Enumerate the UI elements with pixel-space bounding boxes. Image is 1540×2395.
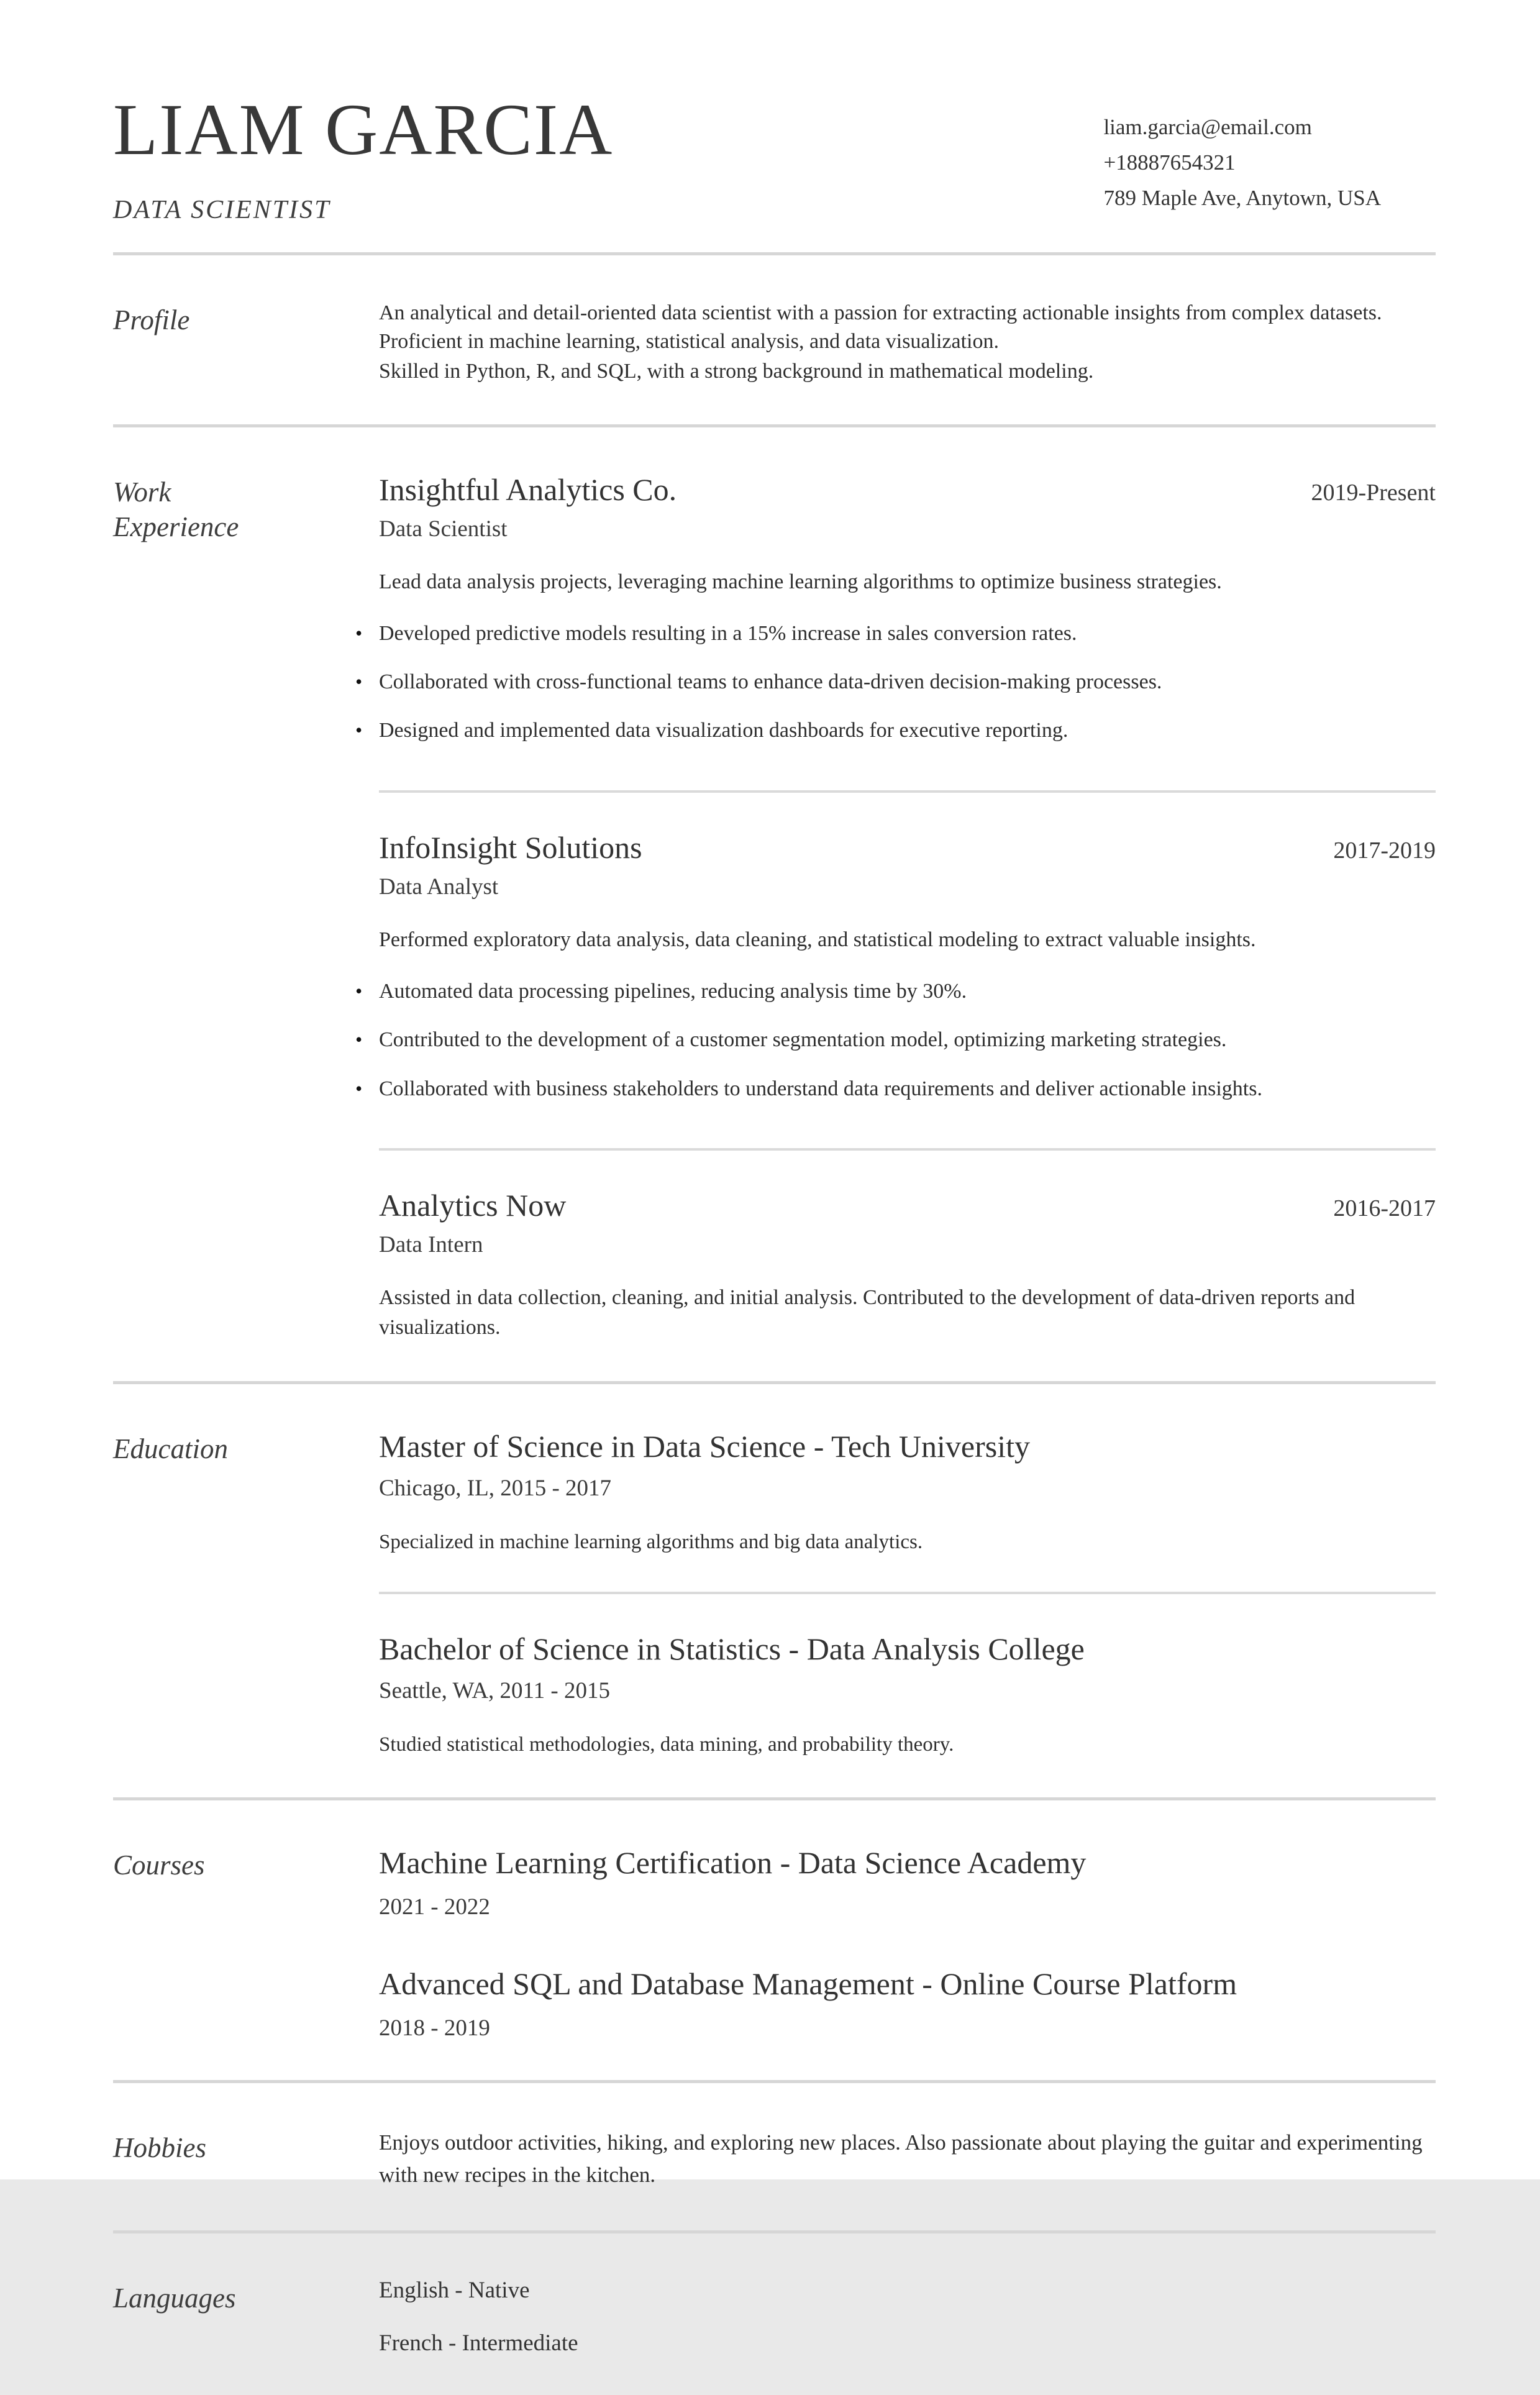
entry-summary: Lead data analysis projects, leveraging machine learning algorithms to optimize business strategies.	[379, 570, 1222, 593]
section-courses	[113, 1800, 1436, 2080]
work-entry	[355, 471, 1436, 755]
profile-text-line1: An analytical and detail-oriented data scientist with a passion for extracting actionable insights from complex datasets. Proficient in machine learning, statistical analysis, and data visualization.	[379, 301, 1382, 353]
bullet-text: Collaborated with business stakeholders to understand data requirements and deliver actionable insights.	[379, 1077, 1262, 1100]
header	[113, 89, 1436, 225]
bullet-dot-icon: •	[355, 621, 363, 644]
company-name: Analytics Now	[379, 1187, 567, 1223]
work-entry	[379, 1187, 1436, 1343]
section-languages	[113, 2233, 1436, 2395]
entry-summary: Performed exploratory data analysis, data cleaning, and statistical modeling to extract valuable insights.	[379, 928, 1256, 951]
bullet-text: Developed predictive models resulting in a 15% increase in sales conversion rates.	[379, 621, 1077, 645]
person-name: LIAM GARCIA	[113, 89, 614, 170]
degree-title: Bachelor of Science in Statistics - Data Analysis College	[379, 1631, 1085, 1666]
bullet-item	[355, 658, 1436, 706]
course-title: Advanced SQL and Database Management - Online Course Platform	[379, 1966, 1237, 2001]
company-name: InfoInsight Solutions	[379, 829, 642, 865]
work-entry	[355, 829, 1436, 1113]
hobbies-content	[379, 2127, 1436, 2192]
bullet-list	[355, 967, 1436, 1113]
section-label-education	[113, 1428, 379, 1466]
entry-divider	[379, 1592, 1436, 1594]
bullet-text: Automated data processing pipelines, reducing analysis time by 30%.	[379, 980, 967, 1003]
bullet-dot-icon: •	[355, 1028, 363, 1051]
entry-divider	[379, 790, 1436, 793]
contact-address: 789 Maple Ave, Anytown, USA	[1103, 186, 1381, 211]
language-item: English - Native	[379, 2277, 530, 2303]
bullet-item	[355, 706, 1436, 755]
section-label-text: Work Experience	[113, 476, 239, 542]
profile-text-line2: Skilled in Python, R, and SQL, with a strong background in mathematical modeling.	[379, 359, 1094, 383]
section-label-profile	[113, 299, 379, 337]
education-meta: Chicago, IL, 2015 - 2017	[379, 1476, 612, 1502]
contact-phone: +18887654321	[1103, 150, 1236, 175]
course-title: Machine Learning Certification - Data Science Academy	[379, 1845, 1087, 1880]
course-entry	[379, 1844, 1436, 1920]
section-label-text: Courses	[113, 1849, 205, 1881]
header-identity	[113, 89, 614, 225]
work-entry-head	[379, 1187, 1436, 1224]
role-title: Data Scientist	[379, 516, 508, 542]
section-education	[113, 1384, 1436, 1797]
section-label-languages	[113, 2277, 379, 2315]
section-label-hobbies	[113, 2127, 379, 2165]
bullet-dot-icon: •	[355, 1077, 363, 1100]
entry-dates: 2016-2017	[1333, 1195, 1436, 1221]
section-label-work	[113, 471, 379, 545]
section-label-courses	[113, 1844, 379, 1882]
education-meta: Seattle, WA, 2011 - 2015	[379, 1677, 611, 1704]
course-entry	[379, 1965, 1436, 2041]
bullet-text: Designed and implemented data visualization dashboards for executive reporting.	[379, 719, 1068, 742]
section-work-experience	[113, 427, 1436, 1382]
bullet-dot-icon: •	[355, 980, 363, 1002]
bullet-item	[355, 1016, 1436, 1064]
bullet-item	[355, 1065, 1436, 1113]
bullet-item	[355, 967, 1436, 1016]
work-entry-head	[379, 829, 1436, 866]
role-title: Data Analyst	[379, 874, 499, 900]
course-dates: 2018 - 2019	[379, 2015, 490, 2041]
entry-summary: Assisted in data collection, cleaning, and initial analysis. Contributed to the development of data-driven reports and visualizations.	[379, 1285, 1355, 1339]
contact-block	[1103, 109, 1381, 216]
entry-divider	[379, 1148, 1436, 1151]
work-entry-head	[379, 471, 1436, 508]
person-title: DATA SCIENTIST	[113, 196, 331, 224]
bullet-item	[355, 609, 1436, 658]
hobbies-text: Enjoys outdoor activities, hiking, and exploring new places. Also passionate about playing the guitar and experimenting with new recipes in the kitchen.	[379, 2130, 1423, 2187]
section-profile	[113, 255, 1436, 424]
education-entry	[379, 1428, 1436, 1556]
bullet-list	[355, 609, 1436, 755]
company-name: Insightful Analytics Co.	[379, 472, 677, 507]
education-content	[379, 1428, 1436, 1758]
work-content	[355, 471, 1436, 1343]
courses-content	[379, 1844, 1436, 2041]
profile-content	[379, 299, 1436, 386]
section-hobbies	[113, 2083, 1436, 2230]
entry-dates: 2019-Present	[1311, 479, 1436, 506]
bullet-text: Contributed to the development of a customer segmentation model, optimizing marketing strategies.	[379, 1028, 1227, 1052]
degree-title: Master of Science in Data Science - Tech University	[379, 1429, 1030, 1464]
role-title: Data Intern	[379, 1231, 483, 1257]
bullet-text: Collaborated with cross-functional teams to enhance data-driven decision-making processes.	[379, 670, 1162, 694]
languages-content	[379, 2277, 1436, 2356]
bullet-dot-icon: •	[355, 719, 363, 742]
section-label-text: Hobbies	[113, 2132, 206, 2163]
course-dates: 2021 - 2022	[379, 1894, 490, 1920]
entry-dates: 2017-2019	[1333, 837, 1436, 864]
education-summary: Studied statistical methodologies, data mining, and probability theory.	[379, 1733, 954, 1756]
education-entry	[379, 1630, 1436, 1759]
education-summary: Specialized in machine learning algorithms and big data analytics.	[379, 1531, 923, 1554]
bullet-dot-icon: •	[355, 670, 363, 693]
section-label-text: Languages	[113, 2282, 236, 2314]
contact-email: liam.garcia@email.com	[1103, 115, 1312, 139]
section-label-text: Education	[113, 1433, 228, 1465]
section-label-text: Profile	[113, 304, 190, 335]
language-item: French - Intermediate	[379, 2330, 578, 2356]
